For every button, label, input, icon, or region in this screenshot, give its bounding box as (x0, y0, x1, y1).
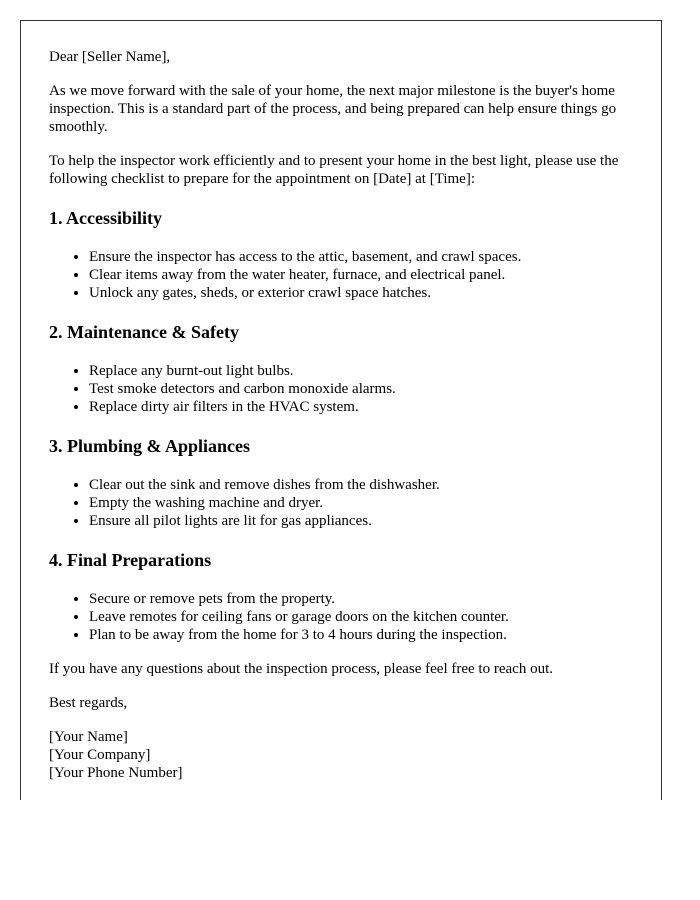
list-item: • Clear out the sink and remove dishes from the dishwasher. (89, 476, 633, 494)
signature-block (49, 728, 633, 782)
closing-note: If you have any questions about the inspection process, please feel free to reach out. (49, 661, 553, 677)
checklist-maintenance (49, 362, 633, 416)
instructions-paragraph: To help the inspector work efficiently and to present your home in the best light, please use the following checklist to prepare for the appointment on [Date] at [Time]: (49, 153, 619, 187)
letter-page (20, 20, 662, 800)
list-item: • Test smoke detectors and carbon monoxide alarms. (89, 380, 633, 398)
signature-name: [Your Name] (49, 729, 128, 745)
signature-phone: [Your Phone Number] (49, 765, 183, 781)
checklist-plumbing (49, 476, 633, 530)
checklist-final (49, 590, 633, 644)
signature-company: [Your Company] (49, 747, 151, 763)
checklist-accessibility (49, 248, 633, 302)
list-item: • Empty the washing machine and dryer. (89, 494, 633, 512)
section-heading-final: 4. Final Preparations (49, 550, 212, 570)
section-heading-maintenance: 2. Maintenance & Safety (49, 322, 239, 342)
list-item: • Replace any burnt-out light bulbs. (89, 362, 633, 380)
section-heading-accessibility: 1. Accessibility (49, 208, 162, 228)
list-item: • Plan to be away from the home for 3 to 4 hours during the inspection. (89, 626, 633, 644)
signoff: Best regards, (49, 695, 128, 711)
list-item: • Replace dirty air filters in the HVAC system. (89, 398, 633, 416)
intro-paragraph: As we move forward with the sale of your home, the next major milestone is the buyer's home inspection. This is a standard part of the process, and being prepared can help ensure things go smoothly. (49, 83, 617, 135)
list-item: • Leave remotes for ceiling fans or garage doors on the kitchen counter. (89, 608, 633, 626)
section-heading-plumbing: 3. Plumbing & Appliances (49, 436, 251, 456)
list-item: • Ensure all pilot lights are lit for gas appliances. (89, 512, 633, 530)
list-item: • Secure or remove pets from the property. (89, 590, 633, 608)
list-item: • Clear items away from the water heater, furnace, and electrical panel. (89, 266, 633, 284)
greeting: Dear [Seller Name], (49, 49, 171, 65)
list-item: • Unlock any gates, sheds, or exterior crawl space hatches. (89, 284, 633, 302)
list-item: • Ensure the inspector has access to the attic, basement, and crawl spaces. (89, 248, 633, 266)
